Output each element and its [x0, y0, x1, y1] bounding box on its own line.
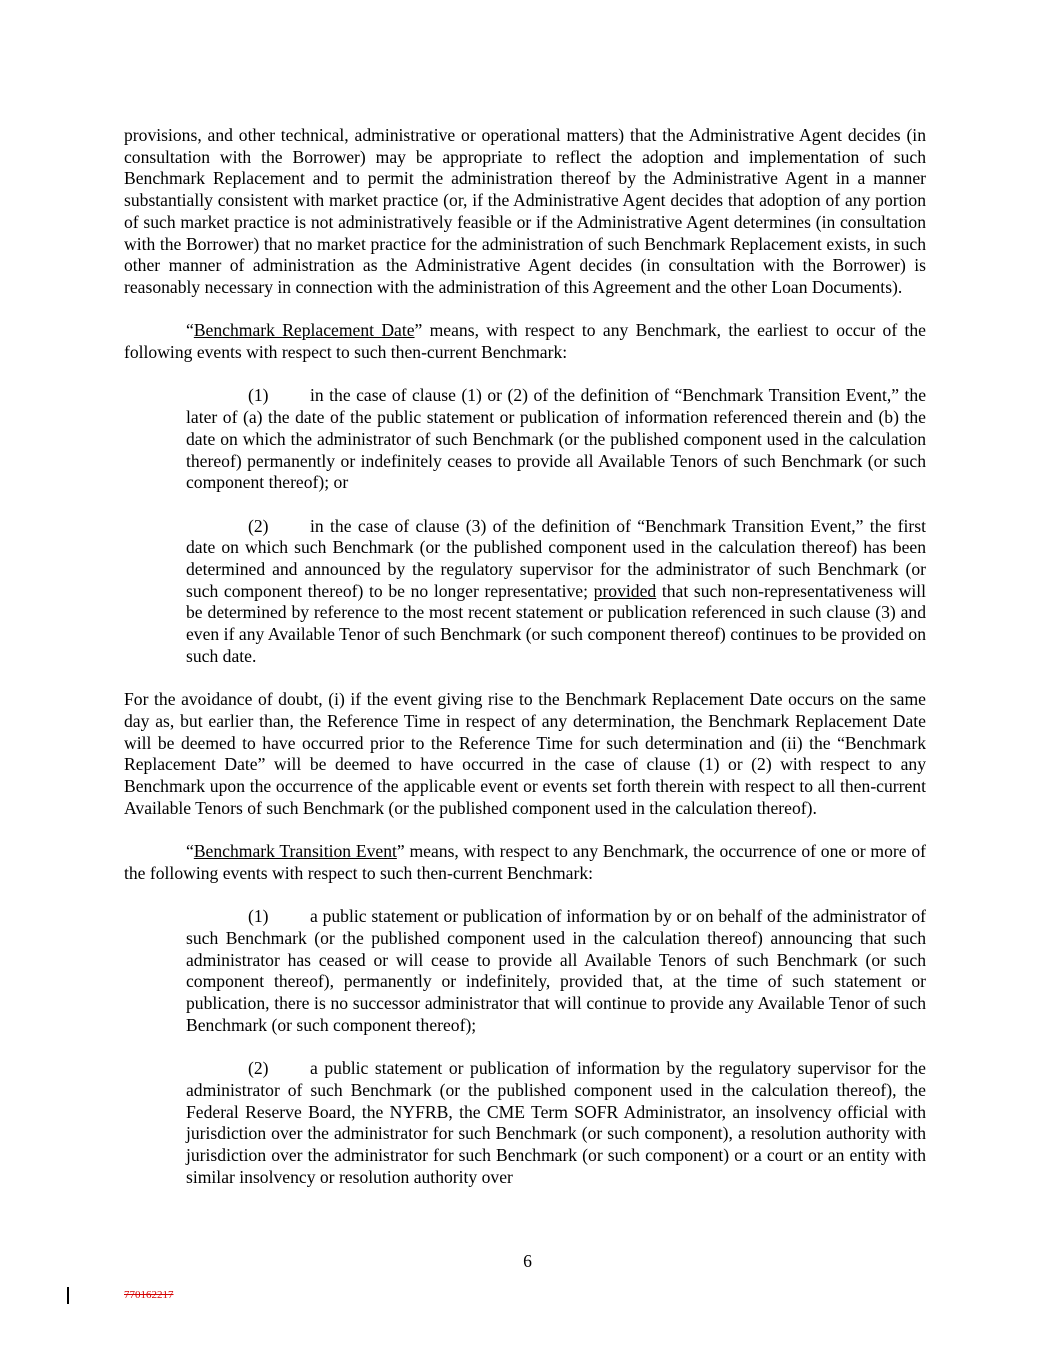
clause-text: that such non-representativeness will be determined by reference to the most recent statement or publication referenced in such clause (3) and even if any Available Tenor of such Benchmark (or such component thereof) continues to be provided on such date.: [186, 580, 926, 666]
definition-benchmark-replacement-date: [124, 320, 926, 363]
clause-number: (2): [248, 1058, 269, 1079]
clause-number: (1): [248, 906, 269, 927]
defined-term: Benchmark Replacement Date: [193, 320, 415, 341]
definition-text: ” means, with respect to any Benchmark, the earliest to occur of the following events with respect to such then-current Benchmark:: [124, 320, 926, 363]
clause-2: [186, 1058, 926, 1188]
document-body: [124, 125, 926, 1188]
definition-benchmark-transition-event: [124, 841, 926, 884]
clause-number: (2): [248, 515, 269, 536]
defined-term: Benchmark Transition Event: [193, 841, 397, 862]
definition-text: ” means, with respect to any Benchmark, the occurrence of one or more of the following events with respect to such then-current Benchmark:: [124, 841, 926, 883]
paragraph-continuation: provisions, and other technical, administrative or operational matters) that the Administrative Agent decides (in consultation with the Borrower) may be appropriate to reflect the adoption and implementation of such Benchmark Replacement and to permit the administration thereof by the Administrative Agent in a manner substantially consistent with market practice (or, if the Administrative Agent decides that adoption of any portion of such market practice is not administratively feasible or if the Administrative Agent determines (in consultation with the Borrower) that no market practice for the administration of such Benchmark Replacement exists, in such other manner of administration as the Administrative Agent decides (in consultation with the Borrower) is reasonably necessary in connection with the administration of this Agreement and the other Loan Documents).: [124, 125, 926, 297]
clause-number: (1): [248, 385, 269, 406]
paragraph-avoidance-of-doubt: For the avoidance of doubt, (i) if the event giving rise to the Benchmark Replacement Date occurs on the same day as, but earlier than, the Reference Time in respect of any determination, the Benchmark Replacement Date will be deemed to have occurred prior to the Reference Time for such determination and (ii) the “Benchmark Replacement Date” will be deemed to have occurred in the case of clause (1) or (2) with respect to any Benchmark upon the occurrence of the applicable event or events set forth therein with respect to all then-current Available Tenors of such Benchmark (or the published component used in the calculation thereof).: [124, 689, 926, 818]
open-quote: “: [186, 841, 194, 862]
clause-text: in the case of clause (3) of the definition of “Benchmark Transition Event,” the first date on which such Benchmark (or the published component used in the calculation thereof) has been determined and announced by the regulatory supervisor for the administrator of such Benchmark (or such component thereof) to be no longer representative;: [186, 515, 926, 601]
page-number: 6: [523, 1251, 532, 1271]
clause-1: [186, 385, 926, 494]
open-quote: “: [186, 320, 194, 341]
clause-text: in the case of clause (1) or (2) of the definition of “Benchmark Transition Event,” the later of (a) the date of the public statement or publication of information referenced therein and (b) the date on which the administrator of such Benchmark (or the published component used in the calculation thereof) permanently or indefinitely ceases to provide all Available Tenors of such Benchmark (or such component thereof); or: [186, 385, 926, 493]
clause-2: [186, 516, 926, 668]
clause-text: a public statement or publication of information by the regulatory supervisor for the administrator of such Benchmark (or the published component used in the calculation thereof), the Federal Reserve Board, the NYFRB, the CME Term SOFR Administrator, an insolvency official with jurisdiction over the administrator for such Benchmark (or such component), a resolution authority with jurisdiction over the administrator for such Benchmark (or such component) or a court or an entity with similar insolvency or resolution authority over: [186, 1058, 926, 1187]
provided-term: provided: [593, 580, 657, 601]
clause-text: a public statement or publication of information by or on behalf of the administrator of such Benchmark (or the published component used in the calculation thereof) announcing that such administrator has ceased or will cease to provide all Available Tenors of such Benchmark (or such component thereof), permanently or indefinitely, provided that, at the time of such statement or publication, there is no successor administrator that will continue to provide any Available Tenor of such Benchmark (or such component thereof);: [186, 906, 926, 1035]
change-bar: [67, 1287, 69, 1304]
clause-1: [186, 906, 926, 1036]
document-id: 770162217: [124, 1289, 174, 1301]
